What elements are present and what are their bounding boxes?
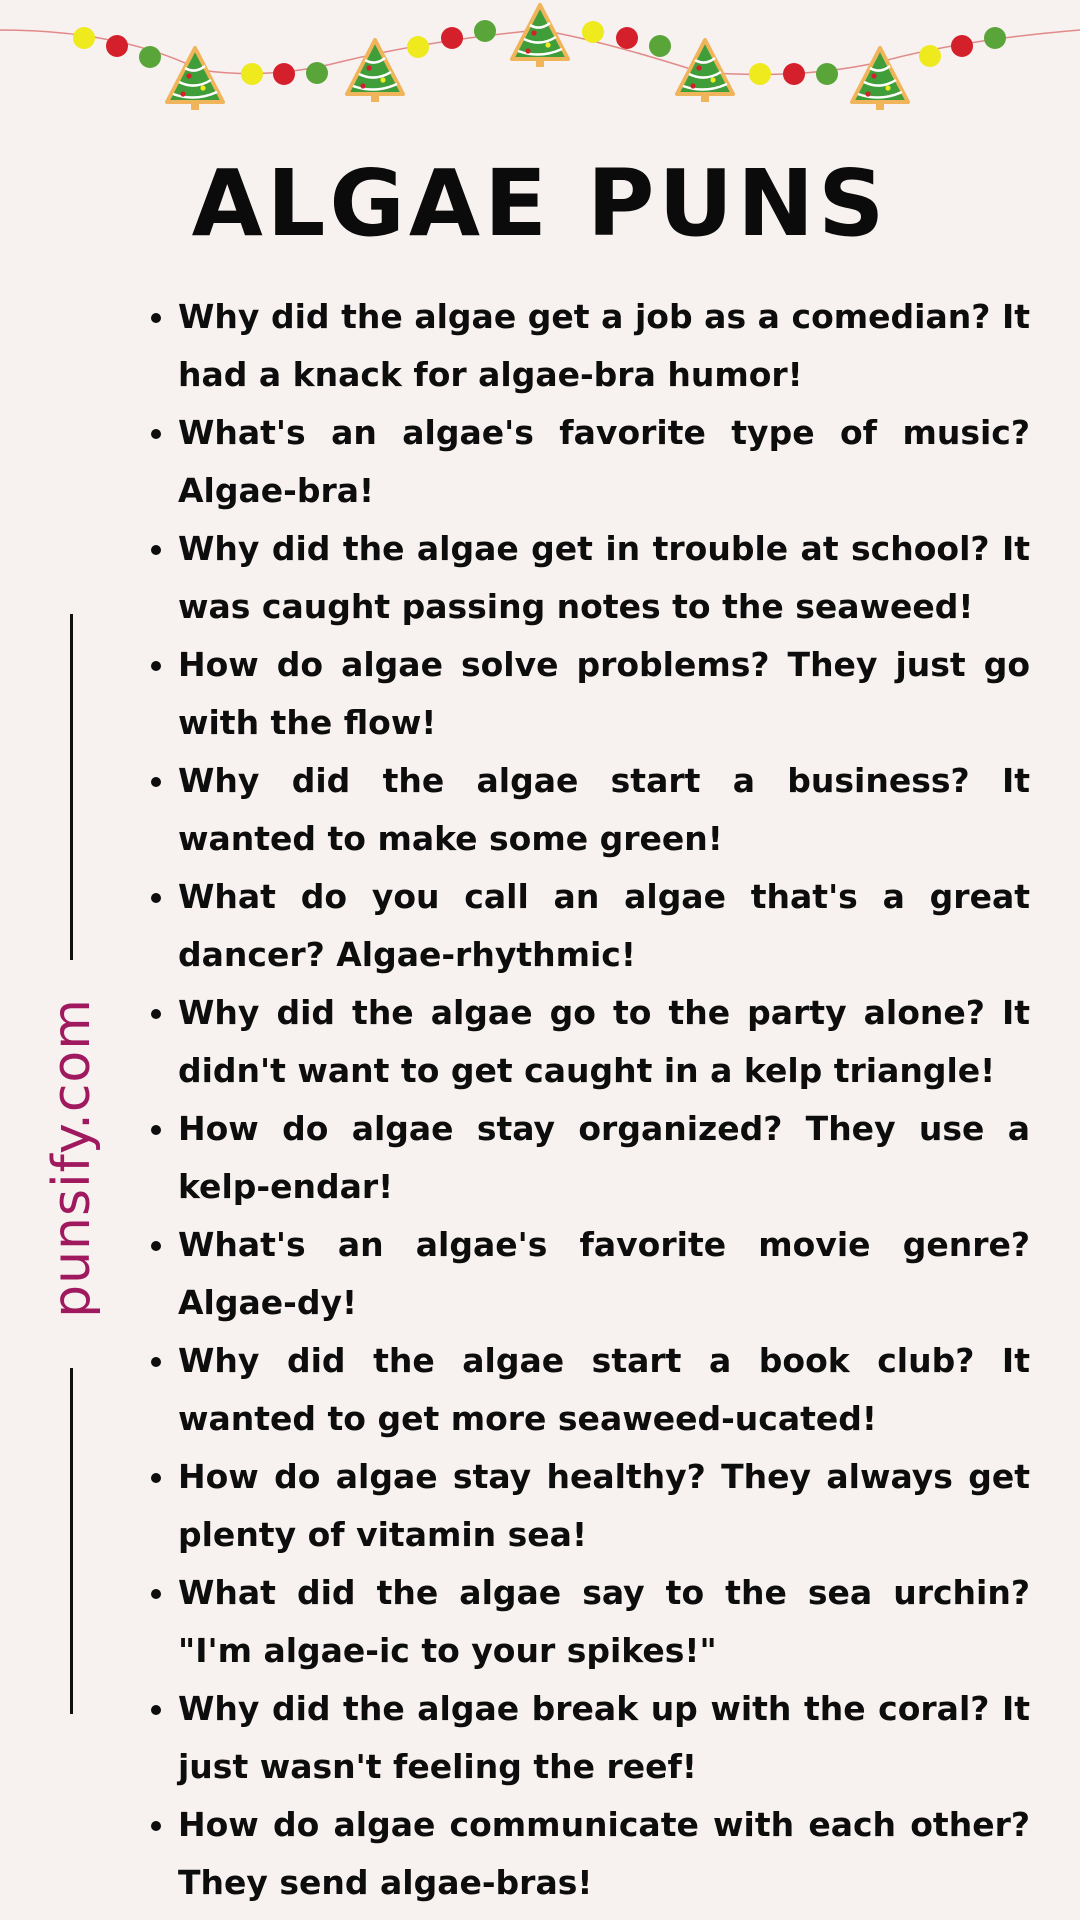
christmas-tree-cookie-icon (347, 40, 403, 102)
christmas-light-bulb-icon (616, 27, 638, 49)
side-divider-bottom (70, 1368, 73, 1714)
pun-item: • What do you call an algae that's a great dancer? Algae-rhythmic! (178, 868, 1030, 984)
christmas-light-bulb-icon (919, 45, 941, 67)
christmas-light-bulb-icon (816, 63, 838, 85)
pun-item: • How do algae stay organized? They use a kelp-endar! (178, 1100, 1030, 1216)
pun-item: • Why did the algae break up with the coral? It just wasn't feeling the reef! (178, 1680, 1030, 1796)
christmas-light-bulb-icon (649, 35, 671, 57)
christmas-light-bulb-icon (951, 35, 973, 57)
christmas-light-bulb-icon (783, 63, 805, 85)
christmas-light-bulb-icon (306, 62, 328, 84)
christmas-light-bulb-icon (241, 63, 263, 85)
christmas-light-bulb-icon (749, 63, 771, 85)
christmas-light-bulb-icon (273, 63, 295, 85)
christmas-light-bulb-icon (139, 46, 161, 68)
pun-item: • Why did the algae start a book club? It wanted to get more seaweed-ucated! (178, 1332, 1030, 1448)
pun-item: • How do algae solve problems? They just go with the flow! (178, 636, 1030, 752)
pun-item: • Why did the algae start a business? It wanted to make some green! (178, 752, 1030, 868)
pun-item: • How do algae stay healthy? They always get plenty of vitamin sea! (178, 1448, 1030, 1564)
pun-item: • Why did the algae go to the party alone? It didn't want to get caught in a kelp triangle! (178, 984, 1030, 1100)
pun-item: • What did the algae say to the sea urchin? "I'm algae-ic to your spikes!" (178, 1564, 1030, 1680)
christmas-light-bulb-icon (407, 36, 429, 58)
christmas-light-bulb-icon (582, 21, 604, 43)
christmas-tree-cookie-icon (677, 40, 733, 102)
christmas-tree-cookie-icon (512, 5, 568, 67)
side-divider-top (70, 614, 73, 960)
christmas-garland (0, 0, 1080, 120)
christmas-light-bulb-icon (73, 27, 95, 49)
christmas-tree-cookie-icon (167, 48, 223, 110)
brand-watermark: punsify.com (42, 998, 102, 1318)
pun-item: • What's an algae's favorite type of music? Algae-bra! (178, 404, 1030, 520)
pun-item: • Why did the algae get in trouble at school? It was caught passing notes to the seaweed! (178, 520, 1030, 636)
pun-item: • What's an algae's favorite movie genre? Algae-dy! (178, 1216, 1030, 1332)
pun-item: • Why did the algae get a job as a comedian? It had a knack for algae-bra humor! (178, 288, 1030, 404)
christmas-light-bulb-icon (984, 27, 1006, 49)
pun-item: • How do algae communicate with each other? They send algae-bras! (178, 1796, 1030, 1912)
christmas-light-bulb-icon (106, 35, 128, 57)
christmas-light-bulb-icon (441, 27, 463, 49)
christmas-light-bulb-icon (474, 20, 496, 42)
page-title: ALGAE PUNS (191, 150, 889, 257)
pun-list (138, 288, 1030, 1912)
